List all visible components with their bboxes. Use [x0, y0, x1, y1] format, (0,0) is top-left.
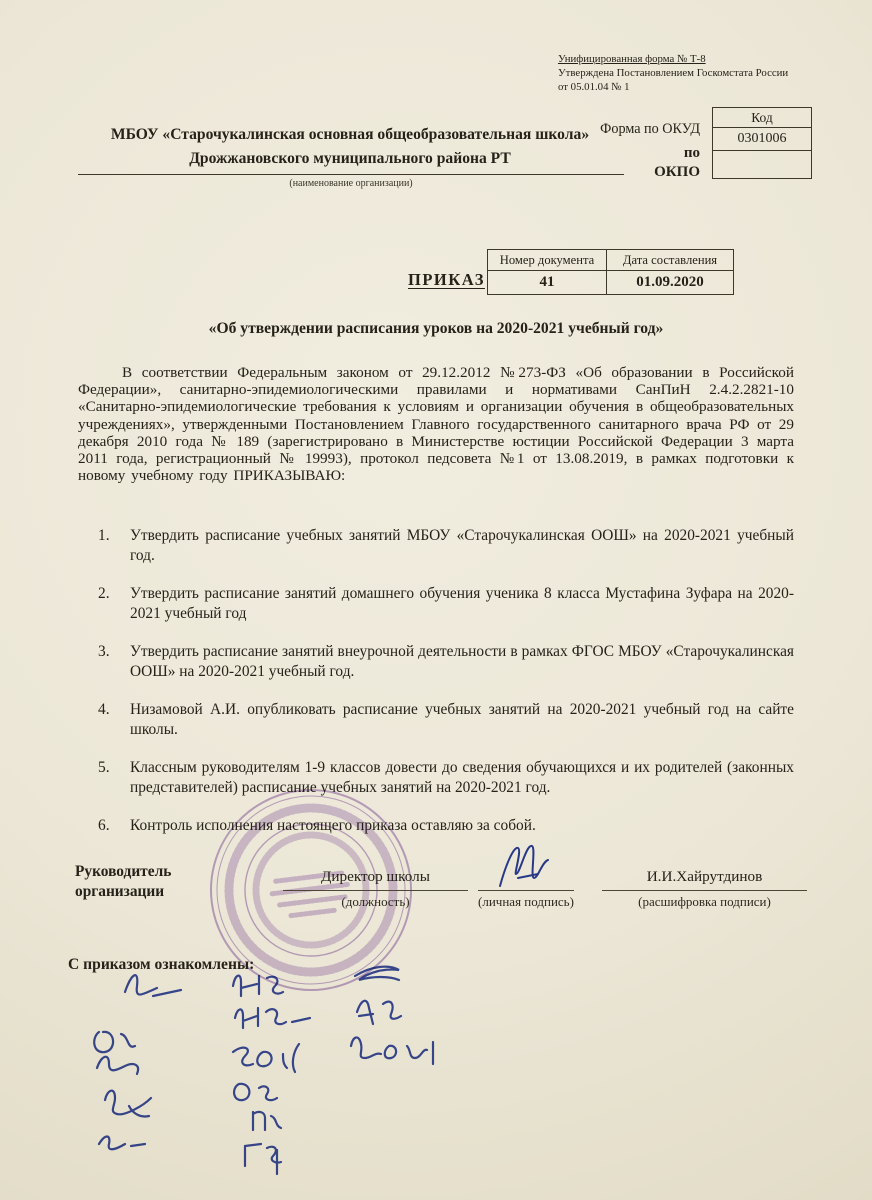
form-reference-title: Унифицированная форма № Т-8	[558, 53, 706, 65]
position-field	[283, 860, 468, 910]
order-item-2	[78, 584, 794, 623]
signature-stroke	[99, 1137, 145, 1150]
okpo-label	[654, 144, 700, 182]
form-reference-block	[558, 52, 820, 94]
order-item-4-number: 4.	[98, 701, 110, 718]
order-item-4-text: Низамовой А.И. опубликовать расписание учебных занятий на 2020-2021 учебный год на сайте школы.	[130, 701, 794, 738]
signature-row	[0, 860, 872, 960]
order-item-1-text: Утвердить расписание учебных занятий МБОУ «Старочукалинская ООШ» на 2020-2021 учебный год.	[130, 527, 794, 564]
name-line	[602, 860, 807, 891]
personal-signature-caption: (личная подпись)	[478, 894, 574, 909]
order-item-6-text: Контроль исполнения настоящего приказа оставляю за собой.	[130, 817, 536, 834]
order-number-header: Номер документа	[488, 250, 607, 271]
code-table	[712, 107, 812, 179]
okpo-code-value	[712, 151, 812, 179]
order-subject: «Об утверждении расписания уроков на 2020-2021 учебный год»	[208, 320, 664, 337]
order-item-2-number: 2.	[98, 585, 110, 602]
order-preamble: В соответствии Федеральным законом от 29.12.2012 №273-ФЗ «Об образовании в Российской Федерации», санитарно-эпидемиологическими правилами и нормативами СанПиН 2.4.2.2821-10 «Санитарно-эпидемиологические требования к условиям и организации обучения в общеобразовательных учреждениях», утвержденными Постановлением Главного государственного санитарного врача РФ от 29 декабря 2010 года № 189 (зарегистрировано в Министерстве юстиции Российской Федерации 3 марта 2011 года, регистрационный № 19993), протокол педсовета №1 от 13.08.2019, в рамках подготовки к новому учебному году ПРИКАЗЫВАЮ:	[78, 364, 794, 485]
name-field	[602, 860, 807, 910]
order-number-value: 41	[488, 271, 607, 295]
organization-name-line1: МБОУ «Старочукалинская основная общеобразовательная школа»	[110, 126, 590, 143]
acknowledgment-signatures	[55, 958, 485, 1193]
organization-underline	[78, 174, 624, 175]
signature-stroke	[105, 1091, 151, 1117]
organization-caption: (наименование организации)	[289, 178, 413, 189]
order-item-3	[78, 642, 794, 681]
order-item-1-number: 1.	[98, 527, 110, 544]
order-item-5	[78, 758, 794, 797]
signature-stroke	[94, 1032, 135, 1052]
order-item-6	[78, 816, 794, 836]
order-item-4	[78, 700, 794, 739]
signature-stroke	[245, 1144, 281, 1174]
signature-stroke	[253, 1112, 281, 1130]
organization-name-line2: Дрожжановского муниципального района РТ	[189, 150, 511, 168]
order-item-6-number: 6.	[98, 817, 110, 834]
order-heading: ПРИКАЗ	[408, 270, 485, 289]
signer-role-line2: организации	[75, 883, 165, 901]
acknowledgment-heading: С приказом ознакомлены:	[68, 956, 255, 973]
okud-label: Форма по ОКУД	[600, 121, 700, 137]
signature-stroke	[357, 1001, 401, 1024]
okpo-label-line1: по	[683, 145, 700, 161]
signer-role-line1: Руководитель	[75, 863, 172, 880]
order-item-5-text: Классным руководителям 1-9 классов довести до сведения обучающихся и их родителей (законных представителей) расписание учебных занятий на 2020-2021 год.	[130, 759, 794, 796]
signature-stroke	[233, 1044, 299, 1072]
order-item-3-text: Утвердить расписание занятий внеурочной деятельности в рамках ФГОС МБОУ «Старочукалинская ООШ» на 2020-2021 учебный год.	[130, 643, 794, 680]
position-line	[283, 860, 468, 891]
order-item-3-number: 3.	[98, 643, 110, 660]
signature-stroke	[351, 1037, 433, 1064]
signature-stroke	[125, 975, 181, 996]
signature-stroke	[355, 967, 399, 980]
order-date-header: Дата составления	[607, 250, 734, 271]
organization-name	[80, 123, 620, 171]
okpo-label-line2: ОКПО	[654, 163, 700, 180]
form-reference-date: от 05.01.04 № 1	[558, 81, 630, 94]
order-item-5-number: 5.	[98, 759, 110, 776]
signature-stroke	[234, 1084, 277, 1100]
name-caption: (расшифровка подписи)	[638, 894, 771, 909]
position-value: Директор школы	[321, 868, 430, 885]
signature-stroke	[235, 1008, 310, 1028]
signer-role-label	[75, 862, 235, 902]
code-table-header: Код	[712, 107, 812, 127]
order-date-value: 01.09.2020	[607, 271, 734, 295]
personal-signature-line	[478, 860, 574, 891]
name-value: И.И.Хайрутдинов	[646, 868, 763, 885]
signature-stroke	[97, 1057, 138, 1074]
position-caption: (должность)	[341, 894, 410, 909]
order-item-1	[78, 526, 794, 565]
signature-stroke	[233, 976, 283, 996]
order-number-table	[487, 249, 734, 295]
okud-code-value: 0301006	[712, 127, 812, 151]
personal-signature-field	[478, 860, 574, 910]
order-item-2-text: Утвердить расписание занятий домашнего обучения ученика 8 класса Мустафина Зуфара на 2020-2021 учебный год	[130, 585, 794, 622]
form-reference-approval: Утверждена Постановлением Госкомстата России	[558, 67, 789, 80]
order-items-list	[78, 526, 794, 855]
